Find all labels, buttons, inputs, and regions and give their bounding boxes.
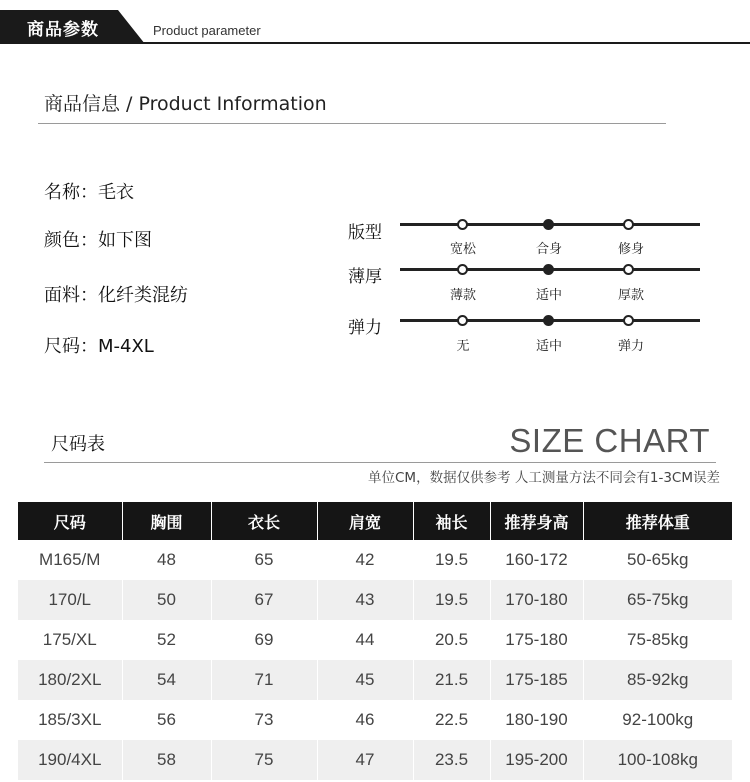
scale-dot xyxy=(623,219,634,230)
table-cell: 22.5 xyxy=(413,700,490,740)
table-cell: 20.5 xyxy=(413,620,490,660)
table-cell: 56 xyxy=(122,700,211,740)
scale-dot xyxy=(457,219,468,230)
spec-label: 名称： xyxy=(44,182,98,203)
table-cell: 85-92kg xyxy=(583,660,732,700)
table-cell: 48 xyxy=(122,540,211,580)
table-cell: M165/M xyxy=(18,540,122,580)
table-row xyxy=(18,700,732,740)
table-cell: 46 xyxy=(317,700,413,740)
size-chart-divider xyxy=(44,462,716,463)
table-cell: 45 xyxy=(317,660,413,700)
table-cell: 180/2XL xyxy=(18,660,122,700)
scale-option: 修身 xyxy=(617,242,644,257)
spec-label: 颜色： xyxy=(44,230,98,251)
table-header-row xyxy=(18,502,732,540)
section-subtitle: Product parameter xyxy=(153,23,261,38)
table-cell: 67 xyxy=(211,580,317,620)
section-title: 商品参数 xyxy=(27,20,99,40)
table-cell: 75-85kg xyxy=(627,630,689,649)
table-cell: 65-75kg xyxy=(583,580,732,620)
table-cell: 43 xyxy=(317,580,413,620)
table-cell: 75 xyxy=(211,740,317,780)
table-cell: 175-180 xyxy=(490,620,583,660)
table-cell: 71 xyxy=(211,660,317,700)
table-cell: 52 xyxy=(122,620,211,660)
table-cell: 92-100kg xyxy=(622,710,694,729)
table-cell: 73 xyxy=(211,700,317,740)
table-cell: 185/3XL xyxy=(18,700,122,740)
table-row xyxy=(18,540,732,580)
spec-label: 面料： xyxy=(44,285,98,306)
table-cell: 190/4XL xyxy=(18,740,122,780)
spec-value: 化纤类混纺 xyxy=(98,285,188,306)
table-cell: 44 xyxy=(317,620,413,660)
scale-label: 版型 xyxy=(348,223,382,243)
scale-option: 厚款 xyxy=(617,288,644,303)
column-header: 胸围 xyxy=(122,502,211,540)
scale-option: 宽松 xyxy=(449,242,476,257)
table-cell: 175/XL xyxy=(18,620,122,660)
size-table xyxy=(18,502,732,780)
spec-value: 如下图 xyxy=(98,230,152,251)
scale-option: 合身 xyxy=(535,242,562,257)
spec-value: 毛衣 xyxy=(98,182,134,203)
spec-color xyxy=(44,226,152,252)
scale-dot-selected xyxy=(543,264,554,275)
spec-fabric xyxy=(44,281,188,307)
size-chart-heading: 尺码表 xyxy=(51,434,105,455)
scale-label: 薄厚 xyxy=(348,267,382,287)
scale-option: 弹力 xyxy=(617,339,644,354)
table-cell: 23.5 xyxy=(413,740,490,780)
spec-value: M-4XL xyxy=(98,336,154,357)
scale-dot-selected xyxy=(543,315,554,326)
scale-dot xyxy=(457,315,468,326)
table-row xyxy=(18,740,732,780)
table-row xyxy=(18,580,732,620)
scale-option: 无 xyxy=(456,339,470,354)
table-cell: 21.5 xyxy=(413,660,490,700)
table-cell: 19.5 xyxy=(413,540,490,580)
column-header: 袖长 xyxy=(413,502,490,540)
spec-label: 尺码： xyxy=(44,336,98,357)
spec-name xyxy=(44,178,134,204)
table-cell: 170/L xyxy=(18,580,122,620)
table-cell: 69 xyxy=(211,620,317,660)
column-header: 肩宽 xyxy=(317,502,413,540)
scale-dot xyxy=(623,264,634,275)
table-cell: 54 xyxy=(122,660,211,700)
table-cell: 58 xyxy=(122,740,211,780)
spec-size xyxy=(44,332,154,358)
table-cell: 175-185 xyxy=(490,660,583,700)
table-row xyxy=(18,620,732,660)
scale-dot xyxy=(457,264,468,275)
table-cell: 180-190 xyxy=(490,700,583,740)
scale-option: 薄款 xyxy=(449,288,476,303)
table-cell: 19.5 xyxy=(413,580,490,620)
scale-label: 弹力 xyxy=(348,318,382,338)
product-info-divider xyxy=(38,123,666,124)
table-cell: 65 xyxy=(211,540,317,580)
table-cell: 195-200 xyxy=(490,740,583,780)
scale-option: 适中 xyxy=(535,339,562,354)
table-cell: 42 xyxy=(317,540,413,580)
table-cell: 100-108kg xyxy=(583,740,732,780)
product-info-heading: 商品信息 / Product Information xyxy=(44,93,327,115)
table-cell: 170-180 xyxy=(490,580,583,620)
table-cell: 50 xyxy=(122,580,211,620)
table-row xyxy=(18,660,732,700)
column-header: 尺码 xyxy=(18,502,122,540)
size-chart-note: 单位CM，数据仅供参考 人工测量方法不同会有1-3CM误差 xyxy=(368,470,720,486)
scale-dot-selected xyxy=(543,219,554,230)
header-divider xyxy=(0,42,750,44)
scale-option: 适中 xyxy=(535,288,562,303)
table-cell: 160-172 xyxy=(490,540,583,580)
size-chart-heading-en: SIZE CHART xyxy=(509,422,710,459)
column-header: 衣长 xyxy=(211,502,317,540)
column-header: 推荐身高 xyxy=(490,502,583,540)
column-header: 推荐体重 xyxy=(583,502,732,540)
table-cell: 50-65kg xyxy=(627,550,689,569)
table-cell: 47 xyxy=(317,740,413,780)
scale-dot xyxy=(623,315,634,326)
